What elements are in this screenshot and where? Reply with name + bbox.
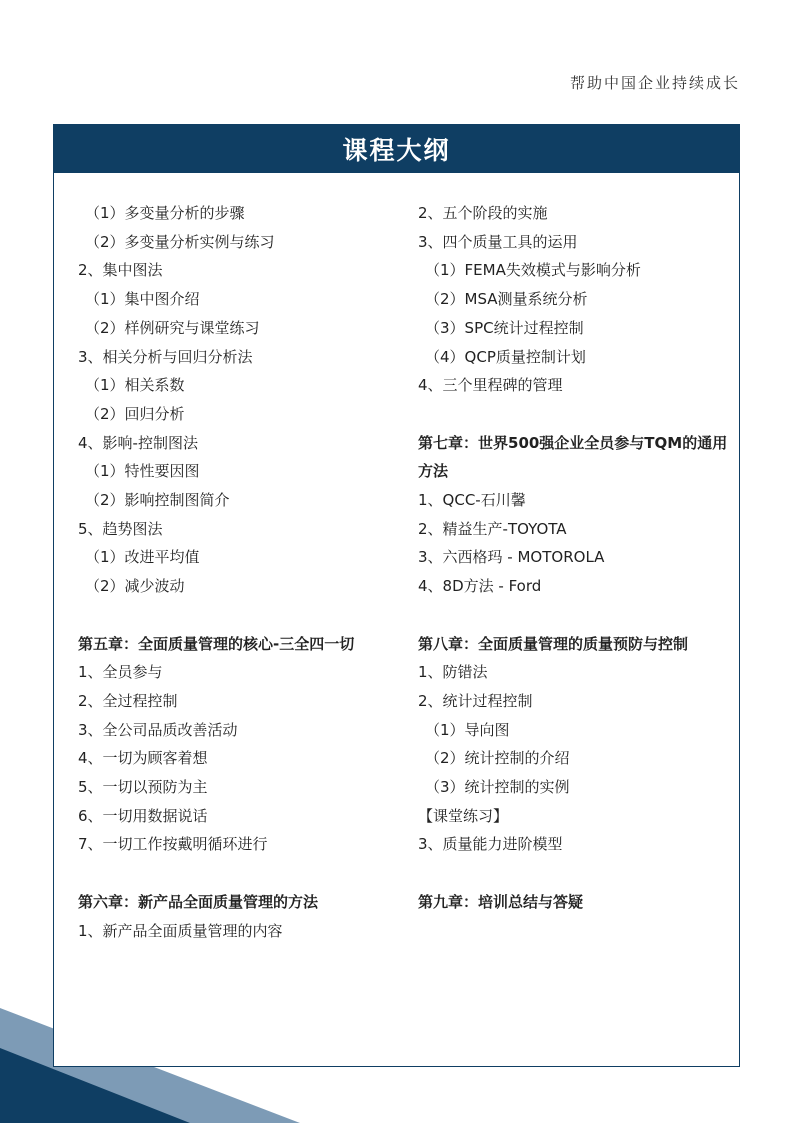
outline-item: 1、QCC-石川馨 — [418, 491, 526, 510]
outline-item: 3、相关分析与回归分析法 — [78, 347, 253, 366]
outline-item: 3、全公司品质改善活动 — [78, 720, 238, 739]
chapter-heading: 第六章：新产品全面质量管理的方法 — [78, 892, 319, 911]
outline-item: 2、精益生产-TOYOTA — [418, 519, 567, 538]
outline-item: 2、五个阶段的实施 — [418, 204, 548, 222]
spacer — [418, 400, 736, 429]
outline-item: 6、一切用数据说话 — [78, 806, 208, 825]
outline-subitem: （1）导向图 — [425, 720, 510, 739]
outline-item: 3、六西格玛 - MOTOROLA — [418, 548, 605, 567]
outline-item: 1、新产品全面质量管理的内容 — [78, 921, 283, 940]
chapter-heading: 第七章：世界500强企业全员参与TQM的通用方法 — [418, 433, 728, 481]
outline-subitem: （2）影响控制图简介 — [85, 491, 230, 510]
outline-item: 4、一切为顾客着想 — [78, 749, 208, 768]
outline-subitem: （2）多变量分析实例与练习 — [85, 232, 275, 251]
outline-subitem: （1）集中图介绍 — [85, 290, 200, 309]
outline-item: 5、趋势图法 — [78, 519, 163, 538]
outline-subitem: （1）特性要因图 — [85, 462, 200, 481]
outline-item: 1、全员参与 — [78, 663, 163, 682]
outline-subitem: （1）FEMA失效模式与影响分析 — [425, 261, 641, 280]
spacer — [78, 601, 408, 630]
outline-item: 5、一切以预防为主 — [78, 778, 208, 797]
spacer — [78, 859, 408, 888]
outline-left-column — [78, 199, 408, 945]
outline-item: 4、8D方法 - Ford — [418, 577, 542, 596]
outline-subitem: （2）MSA测量系统分析 — [425, 290, 588, 309]
outline-item: 2、集中图法 — [78, 261, 163, 280]
outline-item: 2、统计过程控制 — [418, 691, 533, 710]
outline-subitem: （4）QCP质量控制计划 — [425, 347, 586, 366]
chapter-heading: 第九章：培训总结与答疑 — [418, 892, 584, 911]
outline-subitem: （3）SPC统计过程控制 — [425, 318, 584, 337]
outline-right-column — [418, 199, 736, 917]
chapter-heading: 第五章：全面质量管理的核心-三全四一切 — [78, 634, 355, 653]
outline-subitem: （2）减少波动 — [85, 577, 185, 596]
outline-item: 4、影响-控制图法 — [78, 433, 198, 452]
outline-item: 2、全过程控制 — [78, 691, 178, 710]
company-tagline: 帮助中国企业持续成长 — [569, 74, 740, 92]
outline-title: 课程大纲 — [54, 125, 739, 173]
outline-item: 1、防错法 — [418, 663, 488, 682]
spacer — [418, 601, 736, 630]
outline-item: 【课堂练习】 — [418, 806, 509, 825]
chapter-heading: 第八章：全面质量管理的质量预防与控制 — [418, 634, 689, 653]
outline-subitem: （1）改进平均值 — [85, 548, 200, 567]
outline-item: 4、三个里程碑的管理 — [418, 376, 563, 395]
outline-subitem: （3）统计控制的实例 — [425, 778, 570, 797]
outline-panel — [53, 124, 740, 1067]
outline-subitem: （1）多变量分析的步骤 — [85, 204, 245, 222]
outline-subitem: （2）统计控制的介绍 — [425, 749, 570, 768]
outline-item: 7、一切工作按戴明循环进行 — [78, 835, 268, 854]
outline-subitem: （2）样例研究与课堂练习 — [85, 318, 260, 337]
outline-subitem: （1）相关系数 — [85, 376, 185, 395]
outline-subitem: （2）回归分析 — [85, 404, 185, 423]
outline-item: 3、四个质量工具的运用 — [418, 232, 578, 251]
outline-item: 3、质量能力进阶模型 — [418, 835, 563, 854]
spacer — [418, 859, 736, 888]
